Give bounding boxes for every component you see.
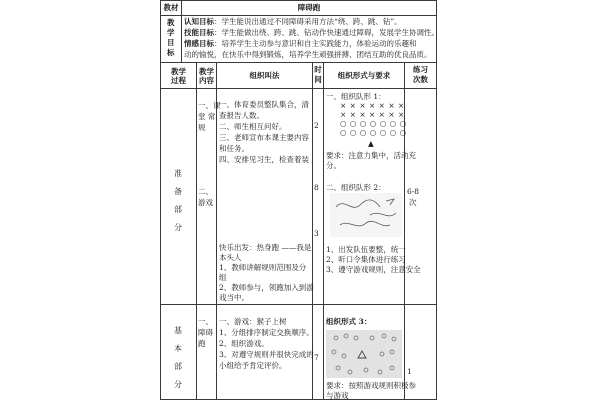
fig2-title: 二、组织队形 2： [326, 183, 386, 192]
phase-prep: 准备部分 [174, 169, 182, 232]
basic-method-2: 1、分组排序制定交换顺序。 [219, 328, 314, 337]
fig3-diagram [326, 330, 402, 378]
basic-item-l1: 一、 [198, 317, 213, 326]
goals-side-label: 教学目标 [167, 18, 175, 57]
goal-text: ：学生能做出绕、跨、跳、钻动作快速通过障碍，发展学生协调性。 [214, 28, 439, 37]
prep-method-1: 一、体育委员整队集合，清 [219, 100, 309, 109]
prep-item2-l1: 二、 [198, 187, 213, 196]
col-method: 组织叫法 [249, 71, 280, 80]
goal-text: 动的愉悦，在快乐中得到锻炼，培养学生顽强拼搏、团结互助的优良品质。 [184, 50, 432, 59]
col-practice-2: 次数 [413, 75, 428, 84]
prep-method-5: 和任务。 [219, 144, 249, 153]
col-practice-1: 练习 [413, 65, 428, 74]
prep-item1-l3: 规 [198, 123, 206, 132]
header-col-label: 教材 [163, 3, 179, 12]
col-time-2: 间 [314, 75, 322, 84]
fig3-req-2: 与游戏 [326, 391, 349, 400]
basic-method-1: 一、游戏：猴子上树 [219, 317, 287, 326]
game-method-6: 戏当中。 [219, 293, 249, 302]
prep-item2-l2: 游戏 [198, 198, 213, 207]
basic-method-5: 小组给予肯定评价。 [219, 361, 287, 370]
prep-method-4: 三、老师宣布本课主要内容 [219, 133, 309, 142]
fig3-title: 组织形式 3： [326, 317, 372, 326]
rule [160, 0, 161, 400]
col-time-1: 时 [314, 65, 322, 74]
fig1-title: 一、组织队形 1： [326, 92, 386, 101]
goal-tag: 技能目标 [184, 28, 214, 37]
basic-time: 7 [314, 353, 319, 362]
goal-text: ：培养学生主动参与意识和自主实践能力，体验运动的乐趣和 [214, 39, 417, 48]
goal-row-skill [184, 27, 439, 38]
phase-basic: 基本部分 [174, 326, 182, 389]
game-form-1: 1、出发队伍要整，统一 [326, 245, 406, 254]
fig1-row: × × × × × × × [340, 110, 405, 119]
lesson-title: 障碍跑 [297, 3, 321, 12]
game-form-2: 2、听口令集体进行练习 [326, 255, 406, 264]
basic-item-l2: 障碍 [198, 328, 213, 337]
col-content-2: 内容 [199, 76, 214, 85]
col-process-2: 过程 [171, 76, 186, 85]
rule [160, 88, 436, 89]
rule [196, 62, 197, 400]
prep-time-2: 8 [314, 183, 319, 192]
rule [436, 0, 437, 400]
fig1-req2: 分。 [326, 161, 341, 170]
game-method-3: 1、教师讲解规则范围及分 [219, 263, 307, 272]
prep-item1-l1: 一、课 [198, 101, 221, 110]
goal-row-affective-cont [184, 49, 432, 60]
prep-time-3: 3 [314, 229, 319, 238]
basic-method-3: 2、组织游戏。 [219, 339, 269, 348]
col-process-1: 教学 [171, 67, 186, 76]
rule [160, 62, 436, 63]
rule [216, 62, 217, 400]
game-method-2: 本头人 [219, 253, 242, 262]
basic-method-4: 3、对遵守规则并很快完成的 [219, 350, 314, 359]
col-form: 组织形式与要求 [337, 71, 391, 80]
practice-count-2: 次 [409, 198, 417, 207]
prep-item1-l2: 堂 常 [198, 112, 216, 121]
goal-text: ：学生能说出通过不同障碍采用方法“绕、跨、跳、钻”。 [214, 17, 402, 26]
prep-method-2: 查报告人数。 [219, 111, 264, 120]
goal-row-cognitive [184, 16, 402, 27]
fig1-row: × × × × × × × [340, 101, 405, 110]
practice-count-1: 6-8 [407, 187, 420, 196]
prep-time-1: 2 [314, 121, 319, 130]
basic-item-l3: 跑 [198, 339, 206, 348]
teacher-marker-icon: ▲ [368, 139, 374, 148]
fig1-row: ○ ○ ○ ○ ○ ○ ○ [340, 128, 407, 137]
game-method-4: 组 [219, 273, 227, 282]
rule [323, 62, 324, 400]
goal-row-affective [184, 38, 417, 49]
fig3-req-1: 要求：按照游戏规则积极参 [326, 381, 416, 390]
fig2-diagram [330, 193, 402, 237]
rule [160, 0, 436, 1]
goal-tag: 情感目标 [184, 39, 214, 48]
goal-tag: 认知目标 [184, 17, 214, 26]
prep-method-3: 二、师生相互问好。 [219, 122, 287, 131]
rule [160, 304, 436, 305]
fig1-row: ○ ○ ○ ○ ○ ○ ○ [340, 119, 407, 128]
game-method-1: 快乐出发：热身跑 ——我是 [219, 243, 312, 252]
col-content-1: 教学 [199, 67, 214, 76]
basic-practice: 1 [407, 367, 412, 376]
fig1-req: 要求：注意力集中，活动充 [326, 151, 416, 160]
game-form-3: 3、遵守游戏规则，注意安全 [326, 265, 421, 274]
prep-method-6: 四、安排见习生，检查着装 [219, 155, 309, 164]
game-method-5: 2、教师参与，领跑加入到游 [219, 283, 314, 292]
